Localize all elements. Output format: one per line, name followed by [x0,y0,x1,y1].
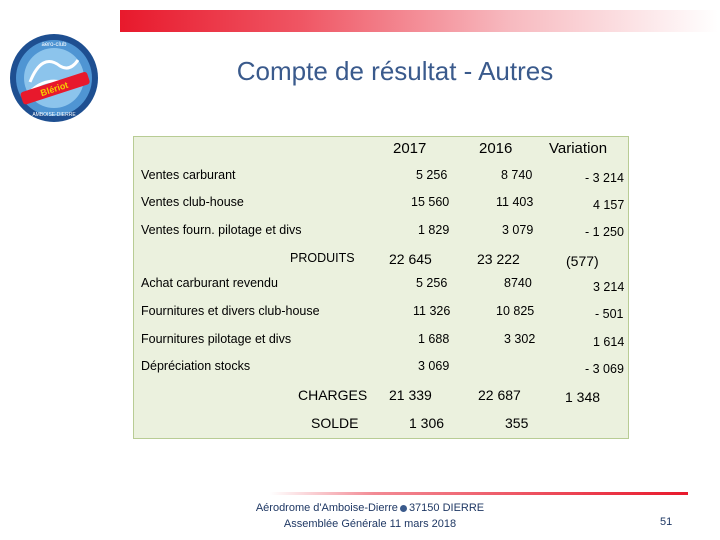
row-label-charges: CHARGES [298,387,368,403]
page-number: 51 [660,516,673,528]
aero-club-logo [8,32,100,124]
row-label-fournitures-pilotage: Fournitures pilotage et divs [141,332,292,346]
row-label-depreciation-stocks: Dépréciation stocks [141,359,251,373]
row-label-ventes-fourn-pilotage: Ventes fourn. pilotage et divs [141,223,302,237]
cell-variation: 3 214 [593,280,625,294]
cell-2017: 1 688 [418,332,450,346]
logo-main-text: Blériot [39,79,70,99]
cell-variation: - 3 214 [585,171,624,185]
cell-2017-total: 1 306 [409,415,445,431]
cell-variation-total: 1 348 [565,389,601,405]
row-label-solde: SOLDE [311,415,359,431]
row-label-ventes-club-house: Ventes club-house [141,195,244,209]
cell-2017-total: 21 339 [389,387,432,403]
cell-2017: 5 256 [416,276,448,290]
row-label-ventes-carburant: Ventes carburant [141,168,236,182]
logo-top-text: aero-club [41,42,67,48]
header-2016: 2016 [479,140,513,157]
cell-2016: 3 302 [504,332,536,346]
cell-2017: 11 326 [413,304,451,318]
footer-address [220,502,520,514]
row-label-achat-carburant: Achat carburant revendu [141,276,278,290]
cell-variation: 4 157 [593,198,625,212]
cell-variation: - 3 069 [585,362,624,376]
cell-2016-total: 355 [505,415,529,431]
cell-2016: 8740 [504,276,532,290]
footer-event: Assemblée Générale 11 mars 2018 [283,518,457,530]
cell-2016-total: 23 222 [477,251,520,267]
header-2017: 2017 [393,140,427,157]
cell-2016: 3 079 [502,223,534,237]
cell-2017: 5 256 [416,168,448,182]
bullet-icon [400,505,407,512]
cell-variation-total: (577) [566,253,599,269]
row-label-produits: PRODUITS [290,251,355,265]
logo-bottom-text: AMBOISE-DIERRE [32,112,76,118]
cell-2016: 8 740 [501,168,533,182]
cell-2017-total: 22 645 [389,251,432,267]
cell-variation: - 1 250 [585,225,624,239]
footer-place: Aérodrome d'Amboise-Dierre [255,502,398,514]
cell-variation: 1 614 [593,335,625,349]
row-label-fournitures-club-house: Fournitures et divers club-house [141,304,320,318]
footer-postcode: 37150 DIERRE [408,502,485,514]
header-accent-bar [120,10,718,32]
footer-accent-bar [270,492,688,495]
cell-2016-total: 22 687 [478,387,521,403]
cell-2016: 11 403 [496,195,534,209]
cell-variation: - 501 [595,307,624,321]
cell-2017: 3 069 [418,359,450,373]
cell-2017: 1 829 [418,223,450,237]
header-variation: Variation [549,140,608,157]
cell-2017: 15 560 [411,195,450,209]
slide-title: Compte de résultat - Autres [236,56,554,86]
cell-2016: 10 825 [496,304,535,318]
